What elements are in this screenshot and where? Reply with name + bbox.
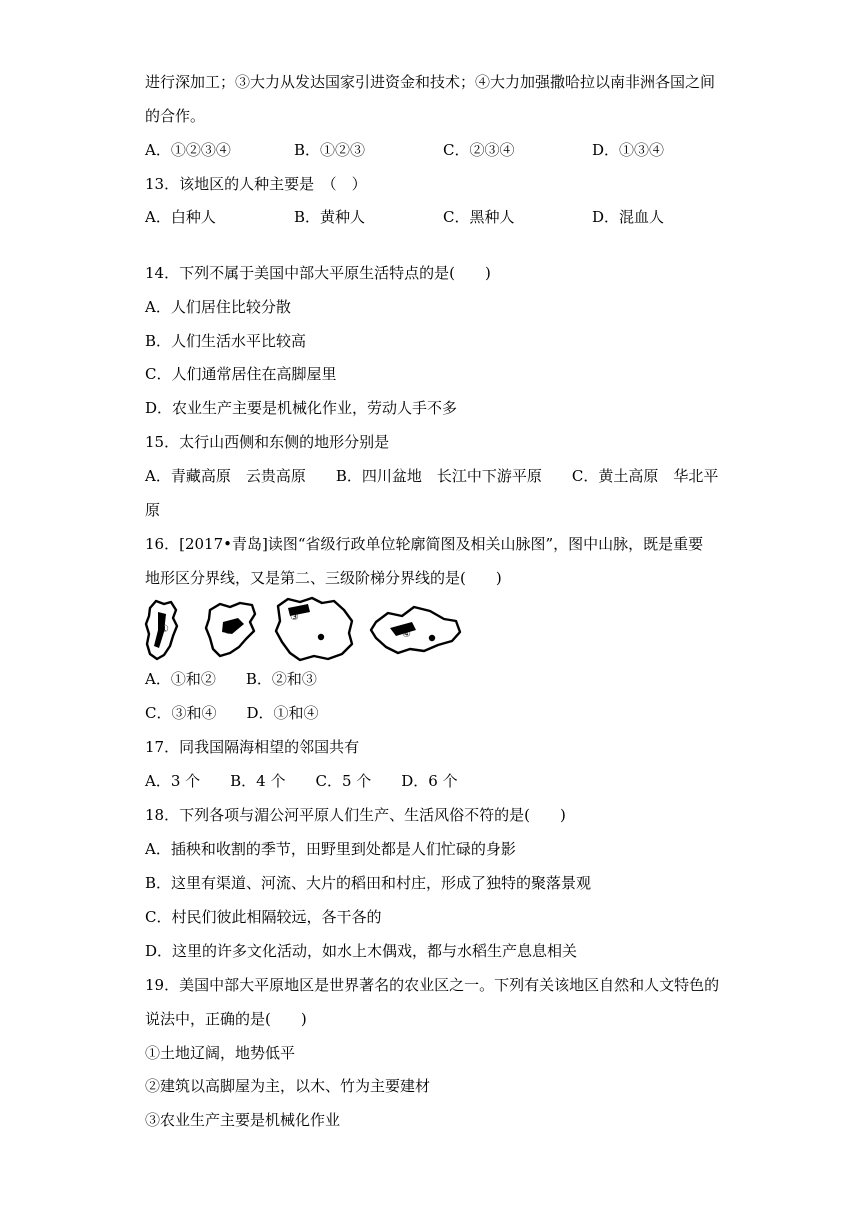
q14-option-a: A．人们居住比较分散 <box>145 298 291 316</box>
map-label-4: ④ <box>402 629 411 640</box>
q12-option-d: D．①③④ <box>592 141 665 159</box>
map-label-2: ② <box>224 626 233 637</box>
q12-text-line-1: 进行深加工；③大力从发达国家引进资金和技术；④大力加强撒哈拉以南非洲各国之间 <box>145 73 716 91</box>
q13-option-a: A．白种人 <box>145 208 216 226</box>
q14-option-b: B．人们生活水平比较高 <box>145 332 307 350</box>
q16-stem-line-1: 16．[2017•青岛]读图“省级行政单位轮廓简图及相关山脉图”，图中山脉，既是重要 <box>145 535 704 553</box>
q13-option-b: B．黄种人 <box>294 208 366 226</box>
q15-stem: 15．太行山西侧和东侧的地形分别是 <box>145 433 390 451</box>
q19-statement-3: ③农业生产主要是机械化作业 <box>145 1111 341 1129</box>
q18-option-d: D．这里的许多文化活动，如水上木偶戏，都与水稻生产息息相关 <box>145 942 578 960</box>
q18-option-a: A．插秧和收割的季节，田野里到处都是人们忙碌的身影 <box>145 840 516 858</box>
q14-option-c: C．人们通常居住在高脚屋里 <box>145 365 337 383</box>
q12-option-c: C．②③④ <box>443 141 515 159</box>
q14-stem: 14．下列不属于美国中部大平原生活特点的是( ) <box>145 264 491 282</box>
map-label-3: ③ <box>290 612 299 623</box>
q13-stem: 13．该地区的人种主要是 （ ） <box>145 175 367 193</box>
q12-option-b: B．①②③ <box>294 141 366 159</box>
q16-stem-line-2: 地形区分界线，又是第二、三级阶梯分界线的是( ) <box>145 569 502 587</box>
q19-statement-2: ②建筑以高脚屋为主，以木、竹为主要建材 <box>145 1077 431 1095</box>
province-outline-3 <box>276 598 352 660</box>
q18-option-b: B．这里有渠道、河流、大片的稻田和村庄，形成了独特的聚落景观 <box>145 874 592 892</box>
q17-options: A．3 个 B．4 个 C．5 个 D．6 个 <box>145 772 458 790</box>
q19-statement-1: ①土地辽阔，地势低平 <box>145 1044 296 1062</box>
q19-stem-line-2: 说法中，正确的是( ) <box>145 1010 307 1028</box>
q18-stem: 18．下列各项与湄公河平原人们生产、生活风俗不符的是( ) <box>145 806 566 824</box>
q15-options-continued: 原 <box>145 501 161 519</box>
province-outline-maps <box>140 592 470 668</box>
q12-text-line-2: 的合作。 <box>145 107 206 125</box>
q18-option-c: C．村民们彼此相隔较远，各干各的 <box>145 908 382 926</box>
q13-option-c: C．黑种人 <box>443 208 515 226</box>
q12-option-a: A．①②③④ <box>145 141 231 159</box>
q14-option-d: D．农业生产主要是机械化作业，劳动人手不多 <box>145 399 458 417</box>
q16-options-row-2: C．③和④ D．①和④ <box>145 704 319 722</box>
q13-option-d: D．混血人 <box>592 208 665 226</box>
q17-stem: 17．同我国隔海相望的邻国共有 <box>145 738 360 756</box>
map-label-1: ① <box>160 624 169 635</box>
q19-stem-line-1: 19．美国中部大平原地区是世界著名的农业区之一。下列有关该地区自然和人文特色的 <box>145 976 720 994</box>
q16-options-row-1: A．①和② B．②和③ <box>145 670 317 688</box>
q15-options: A．青藏高原 云贵高原 B．四川盆地 长江中下游平原 C．黄土高原 华北平 <box>145 467 719 485</box>
